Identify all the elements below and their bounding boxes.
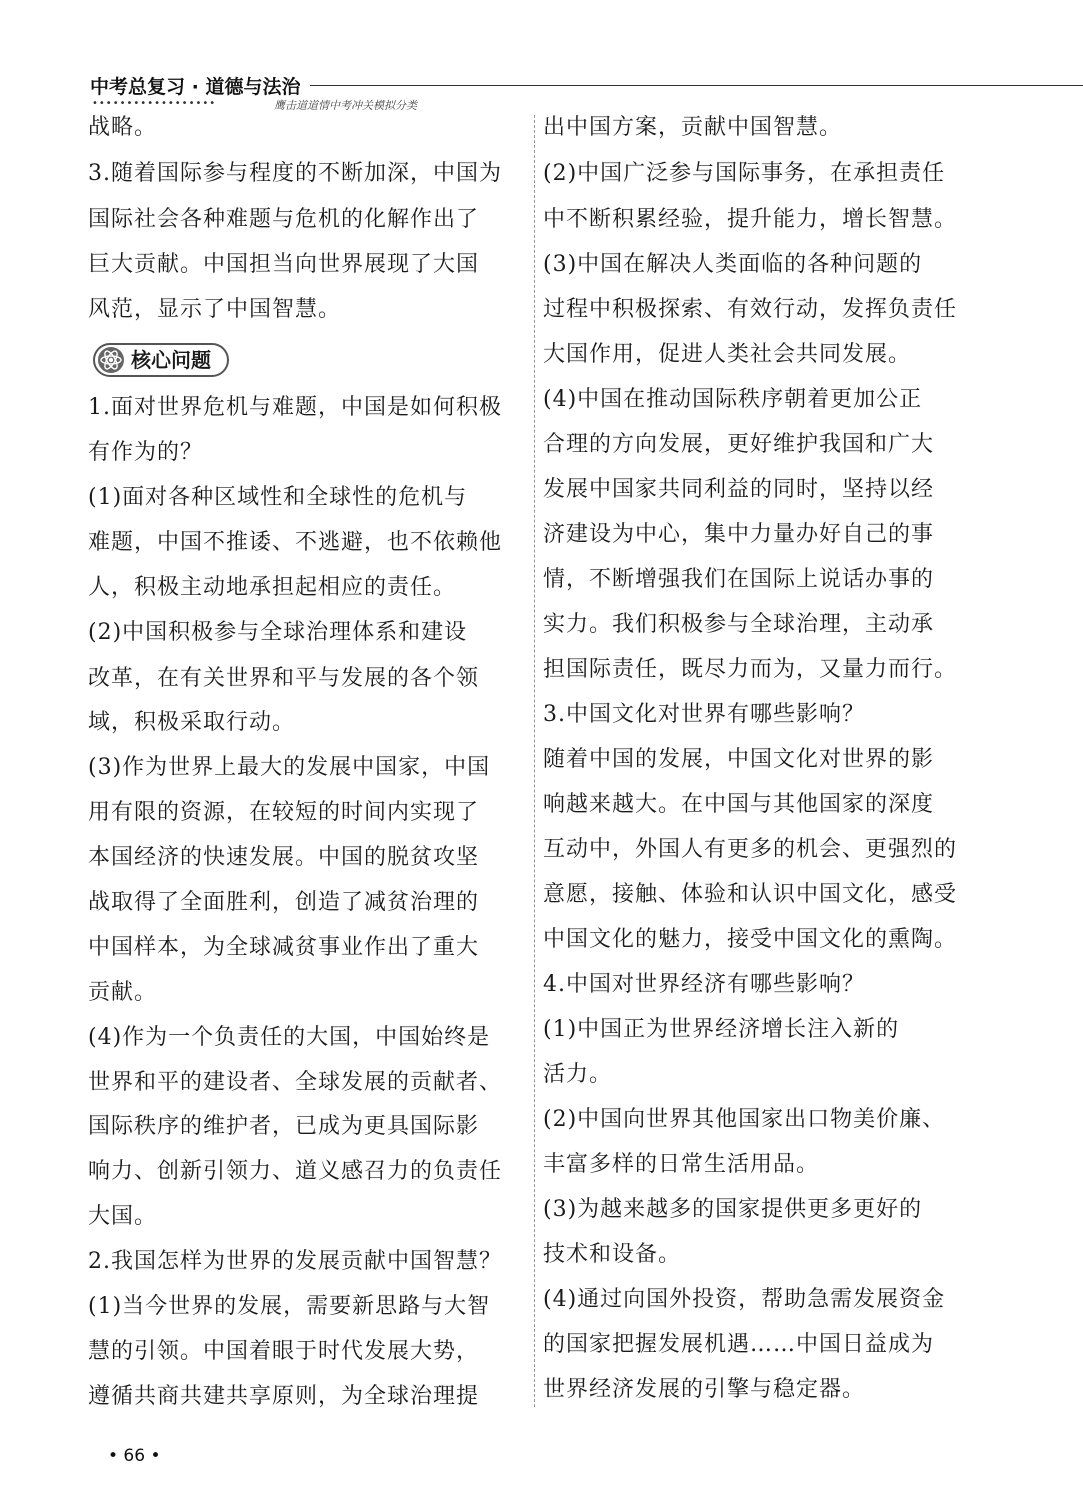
text-line: (2)中国积极参与全球治理体系和建设 bbox=[88, 620, 468, 645]
text-line: 活力。 bbox=[543, 1062, 613, 1087]
text-line: 战略。 bbox=[88, 115, 158, 140]
text-line: 战取得了全面胜利，创造了减贫治理的 bbox=[88, 890, 480, 915]
text-line: 中国样本，为全球减贫事业作出了重大 bbox=[88, 935, 480, 960]
text-line: 巨大贡献。中国担当向世界展现了大国 bbox=[88, 252, 480, 277]
text-line: 大国作用，促进人类社会共同发展。 bbox=[543, 342, 912, 367]
text-line: (4)作为一个负责任的大国，中国始终是 bbox=[88, 1025, 491, 1050]
text-line: 世界和平的建设者、全球发展的贡献者、 bbox=[88, 1070, 503, 1095]
header-subtitle: 鹰击道道情中考冲关模拟分类 bbox=[274, 99, 417, 112]
atom-icon bbox=[98, 347, 124, 373]
text-line: 中不断积累经验，提升能力，增长智慧。 bbox=[543, 207, 958, 232]
text-line: (4)中国在推动国际秩序朝着更加公正 bbox=[543, 387, 923, 412]
text-line: 域，积极采取行动。 bbox=[88, 710, 296, 735]
text-line: 响力、创新引领力、道义感召力的负责任 bbox=[88, 1159, 503, 1184]
column-divider bbox=[534, 115, 535, 1407]
text-line: 过程中积极探索、有效行动，发挥负责任 bbox=[543, 297, 958, 322]
text-line: (1)面对各种区域性和全球性的危机与 bbox=[88, 485, 468, 510]
text-line: 遵循共商共建共享原则，为全球治理提 bbox=[88, 1384, 480, 1409]
text-line: 1.面对世界危机与难题，中国是如何积极 bbox=[88, 395, 502, 420]
text-line: (3)中国在解决人类面临的各种问题的 bbox=[543, 252, 923, 277]
header-dots: •••••••••••••••••• bbox=[92, 98, 217, 109]
text-line: 发展中国家共同利益的同时，坚持以经 bbox=[543, 477, 935, 502]
text-line: 人，积极主动地承担起相应的责任。 bbox=[88, 575, 457, 600]
text-line: 用有限的资源，在较短的时间内实现了 bbox=[88, 800, 480, 825]
text-line: 3.中国文化对世界有哪些影响？ bbox=[543, 702, 865, 727]
text-line: 的国家把握发展机遇……中国日益成为 bbox=[543, 1332, 935, 1357]
text-line: 担国际责任，既尽力而为，又量力而行。 bbox=[543, 657, 958, 682]
section-title: 核心问题 bbox=[131, 348, 211, 372]
text-line: 难题，中国不推诿、不逃避，也不依赖他 bbox=[88, 530, 503, 555]
text-line: 实力。我们积极参与全球治理，主动承 bbox=[543, 612, 935, 637]
text-line: 中国文化的魅力，接受中国文化的熏陶。 bbox=[543, 927, 958, 952]
text-line: 济建设为中心，集中力量办好自己的事 bbox=[543, 522, 935, 547]
text-line: (1)当今世界的发展，需要新思路与大智 bbox=[88, 1294, 491, 1319]
header-title: 中考总复习 · 道德与法治 bbox=[90, 72, 310, 99]
text-line: 慧的引领。中国着眼于时代发展大势， bbox=[88, 1339, 480, 1364]
text-line: 改革，在有关世界和平与发展的各个领 bbox=[88, 666, 480, 691]
text-line: 意愿，接触、体验和认识中国文化，感受 bbox=[543, 882, 958, 907]
text-line: 丰富多样的日常生活用品。 bbox=[543, 1152, 820, 1177]
text-line: (3)为越来越多的国家提供更多更好的 bbox=[543, 1197, 923, 1222]
text-line: (3)作为世界上最大的发展中国家，中国 bbox=[88, 755, 491, 780]
text-line: 情，不断增强我们在国际上说话办事的 bbox=[543, 567, 935, 592]
text-line: 合理的方向发展，更好维护我国和广大 bbox=[543, 432, 935, 457]
text-line: (2)中国向世界其他国家出口物美价廉、 bbox=[543, 1107, 946, 1132]
text-line: 风范，显示了中国智慧。 bbox=[88, 297, 342, 322]
page-header bbox=[90, 72, 1083, 116]
text-line: 出中国方案，贡献中国智慧。 bbox=[543, 115, 843, 140]
text-line: (4)通过向国外投资，帮助急需发展资金 bbox=[543, 1287, 946, 1312]
text-line: 互动中，外国人有更多的机会、更强烈的 bbox=[543, 837, 958, 862]
text-line: 世界经济发展的引擎与稳定器。 bbox=[543, 1377, 866, 1402]
text-line: 3.随着国际参与程度的不断加深，中国为 bbox=[88, 161, 502, 186]
text-line: 2.我国怎样为世界的发展贡献中国智慧？ bbox=[88, 1249, 502, 1274]
text-line: 有作为的？ bbox=[88, 440, 204, 465]
text-line: 国际秩序的维护者，已成为更具国际影 bbox=[88, 1114, 480, 1139]
text-line: 4.中国对世界经济有哪些影响？ bbox=[543, 972, 865, 997]
text-line: 大国。 bbox=[88, 1204, 158, 1229]
text-line: 本国经济的快速发展。中国的脱贫攻坚 bbox=[88, 845, 480, 870]
text-line: (1)中国正为世界经济增长注入新的 bbox=[543, 1017, 900, 1042]
text-line: 随着中国的发展，中国文化对世界的影 bbox=[543, 747, 935, 772]
section-badge bbox=[93, 343, 229, 377]
text-line: 响越来越大。在中国与其他国家的深度 bbox=[543, 792, 935, 817]
text-line: (2)中国广泛参与国际事务，在承担责任 bbox=[543, 161, 946, 186]
text-line: 技术和设备。 bbox=[543, 1242, 682, 1267]
text-line: 贡献。 bbox=[88, 980, 158, 1005]
page-number: • 66 • bbox=[108, 1446, 161, 1466]
text-line: 国际社会各种难题与危机的化解作出了 bbox=[88, 207, 480, 232]
